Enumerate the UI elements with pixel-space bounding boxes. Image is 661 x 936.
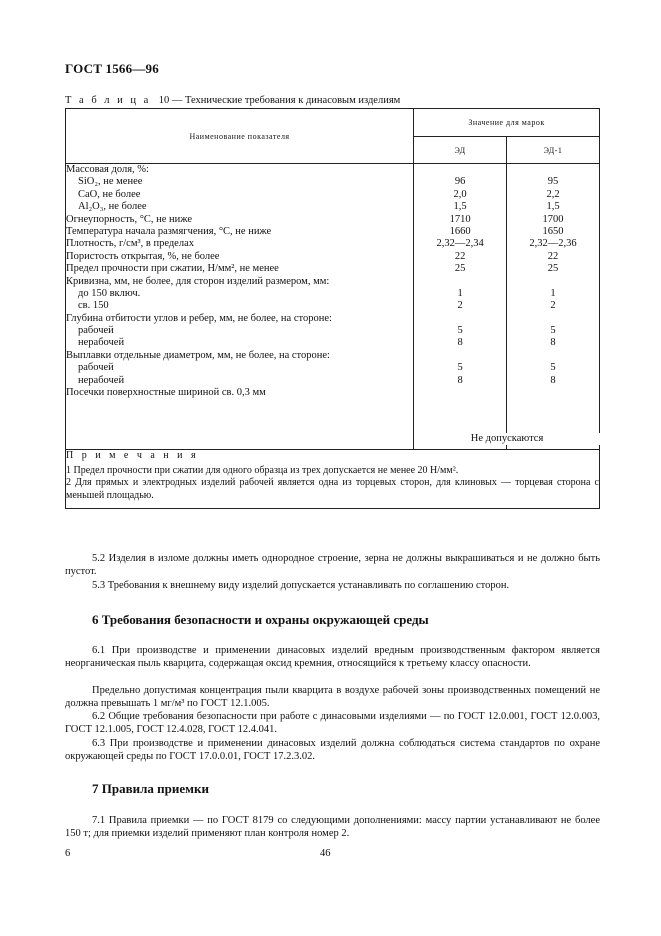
- table-cell-ed1: 2,32—2,36: [529, 238, 577, 250]
- table-values-ed1: [470, 164, 600, 450]
- table-cell-ed1: [507, 350, 599, 362]
- table-row-label: Кривизна, мм, не более, для сторон изделий размером, мм:: [66, 275, 330, 287]
- table-cell-ed1: 5: [550, 325, 556, 337]
- table-cell-ed1: 1: [550, 287, 556, 299]
- table-caption-prefix: Т а б л и ц а: [65, 95, 151, 106]
- table-row-label: Предел прочности при сжатии, Н/мм², не менее: [66, 263, 279, 275]
- table-cell-ed1: [507, 164, 599, 176]
- table-row-label: Огнеупорность, °С, не ниже: [66, 213, 193, 225]
- table-row-label: CaO, не более: [78, 188, 141, 200]
- table-cell-ed: [414, 276, 506, 288]
- table-cell-ed1: 1700: [542, 213, 564, 225]
- notes-title: П р и м е ч а н и я: [66, 450, 199, 461]
- paragraph-5-3: 5.3 Требования к внешнему виду изделий допускается устанавливать по соглашению сторон.: [92, 580, 510, 591]
- table-cell-ed1: 2,2: [546, 188, 560, 200]
- table-cell-ed1: 25: [547, 263, 559, 275]
- table-cell-ed: 25: [454, 263, 466, 275]
- table-row-label: рабочей: [78, 325, 114, 337]
- table-cell-ed1: 1650: [542, 225, 564, 237]
- table-cell-ed: 1710: [449, 213, 471, 225]
- table-notes: [66, 450, 600, 509]
- table-caption: [65, 95, 400, 106]
- table-cell-ed: [414, 350, 506, 362]
- table-cell-ed: 5: [457, 325, 463, 337]
- column-header-name: Наименование показателя: [66, 109, 414, 164]
- note-2: 2 Для прямых и электродных изделий рабочей является одна из торцевых сторон, для клиновых — торцевая сторона с меньшей площадью.: [66, 477, 599, 501]
- table-row-label: Массовая доля, %:: [66, 164, 149, 175]
- table-cell-ed: 96: [454, 176, 466, 188]
- table-cell-ed: [414, 164, 506, 176]
- note-1: 1 Предел прочности при сжатии для одного образца из трех допускается не менее 20 Н/мм².: [66, 464, 459, 476]
- table-row-label: до 150 включ.: [78, 287, 141, 299]
- section-7-heading: 7 Правила приемки: [92, 781, 209, 796]
- table-cell-ed1: 5: [550, 362, 556, 374]
- table-row-label: нерабочей: [78, 337, 125, 349]
- table-row-label: Глубина отбитости углов и ребер, мм, не более, на стороне:: [66, 312, 332, 324]
- table-cell-ed1: 2: [550, 300, 556, 312]
- table-cell-ed: 1,5: [453, 201, 467, 213]
- paragraph-6-2: 6.2 Общие требования безопасности при работе с динасовыми изделиями — по ГОСТ 12.0.001, ГОСТ 12.0.003, ГОСТ 12.1.005, ГОСТ 12.4.028, ГОСТ 12.4.041.: [65, 711, 600, 736]
- table-cell-ed: 8: [457, 337, 463, 349]
- paragraph-7-1: 7.1 Правила приемки — по ГОСТ 8179 со следующими дополнениями: массу партии устанавливают не более 150 т; для приемки изделий применяют план контроля номер 2.: [65, 815, 600, 840]
- page-number-center: 46: [320, 848, 331, 859]
- table-cell-ed1: 95: [547, 176, 559, 188]
- table-row-label: SiO₂, не менее: [78, 176, 143, 188]
- table-cell-ed: 2,0: [453, 188, 467, 200]
- table-cell-ed: 8: [457, 374, 463, 386]
- table-values-ed: [414, 164, 507, 450]
- table-cell-ed1: [507, 313, 599, 325]
- table-row-label: Al₂O₃, не более: [78, 201, 147, 213]
- paragraph-6-1: 6.1 При производстве и применении динасовых изделий вредным производственным фактором является неорганическая пыль кварцита, содержащая оксид кремния, относящийся к третьему классу опасности.: [65, 645, 600, 670]
- section-6-heading: 6 Требования безопасности и охраны окружающей среды: [92, 612, 429, 627]
- page-number-left: 6: [65, 848, 71, 859]
- table-cell-ed: 5: [457, 362, 463, 374]
- table-cell-ed: 2,32—2,34: [436, 238, 484, 250]
- paragraph-6-3: 6.3 При производстве и применении динасовых изделий должна соблюдаться система стандартов по охране окружающей среды по ГОСТ 17.0.0.01, ГОСТ 17.2.3.02.: [65, 738, 600, 763]
- column-header-ed1: ЭД-1: [507, 137, 600, 164]
- table-cell-ed: [414, 313, 506, 325]
- table-row-label: св. 150: [78, 300, 109, 312]
- table-cell-ed1: 22: [547, 250, 559, 262]
- merged-value: Не допускаются: [414, 433, 600, 445]
- column-header-group: Значение для марок: [414, 109, 600, 137]
- table-row-label: Температура начала размягчения, °С, не ниже: [66, 225, 272, 237]
- table-row-label: нерабочей: [78, 374, 125, 386]
- table-row-label: рабочей: [78, 362, 114, 374]
- table-labels: [66, 164, 414, 450]
- requirements-table: [65, 108, 600, 509]
- table-cell-ed1: 8: [550, 374, 556, 386]
- table-cell-ed: 2: [457, 300, 463, 312]
- table-row-label: Пористость открытая, %, не более: [66, 250, 220, 262]
- table-cell-ed1: 1,5: [546, 201, 560, 213]
- table-row-label: Плотность, г/см³, в пределах: [66, 238, 194, 250]
- table-cell-ed: 22: [454, 250, 466, 262]
- document-header: ГОСТ 1566—96: [65, 61, 159, 76]
- table-cell-ed1: 8: [550, 337, 556, 349]
- column-header-ed: ЭД: [414, 137, 507, 164]
- paragraph-5-2: 5.2 Изделия в изломе должны иметь однородное строение, зерна не должны выкрашиваться и не должно быть пустот.: [65, 553, 600, 578]
- table-cell-ed: 1: [457, 287, 463, 299]
- table-cell-ed: 1660: [449, 225, 471, 237]
- table-row-label: Посечки поверхностные шириной св. 0,3 мм: [66, 387, 266, 399]
- table-caption-text: 10 — Технические требования к динасовым изделиям: [158, 95, 401, 106]
- paragraph-6-1b: Предельно допустимая концентрация пыли кварцита в воздухе рабочей зоны производственных помещений не должна превышать 1 мг/м³ по ГОСТ 12.1.005.: [65, 685, 600, 710]
- table-cell-ed1: [507, 276, 599, 288]
- table-row-label: Выплавки отдельные диаметром, мм, не более, на стороне:: [66, 349, 330, 361]
